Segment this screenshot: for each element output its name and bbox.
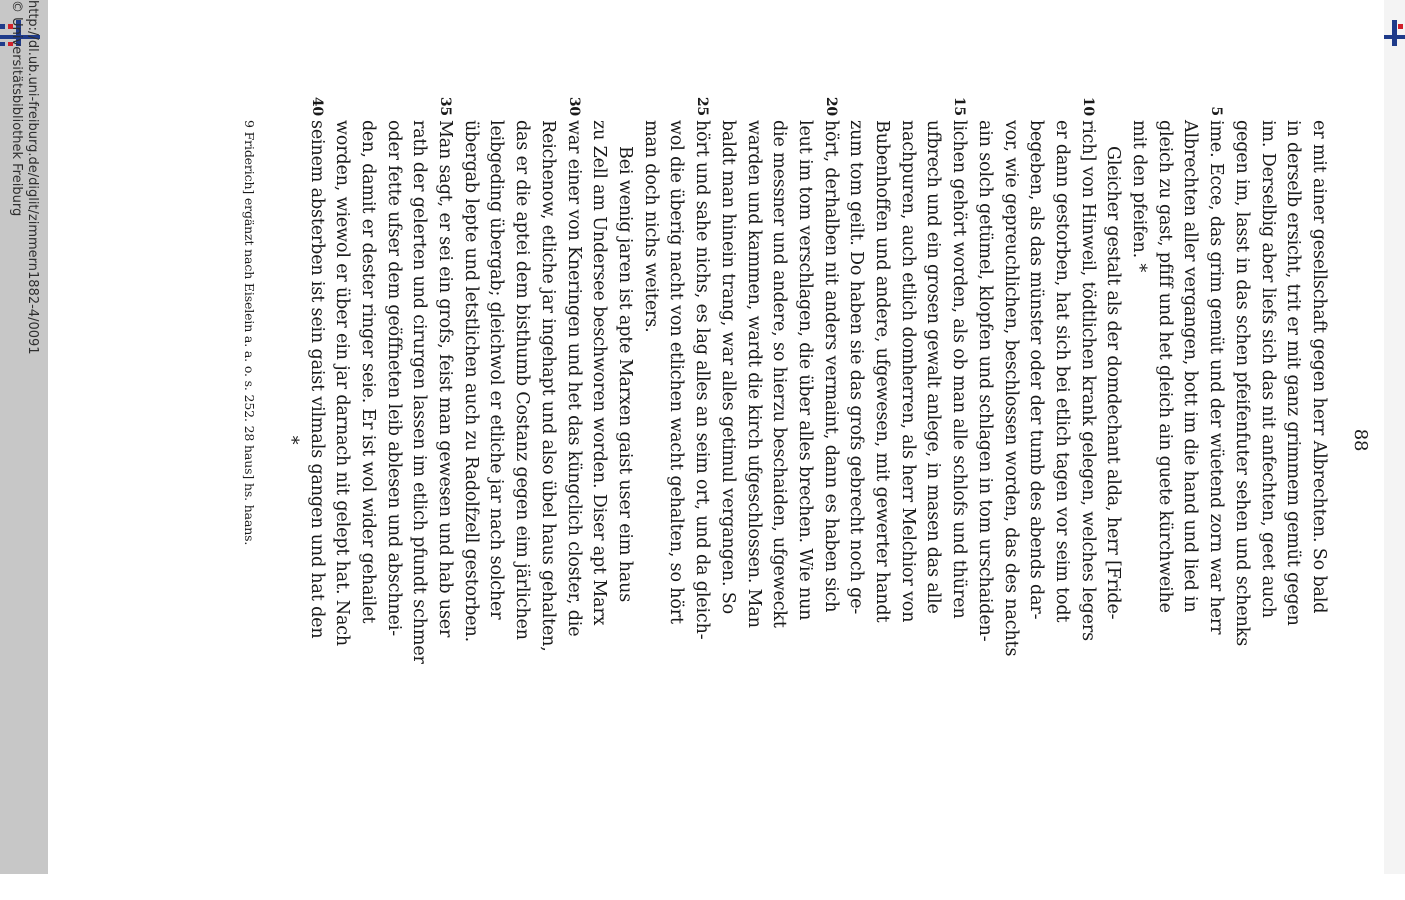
text-line xyxy=(868,120,894,760)
text-line xyxy=(431,96,457,760)
copyright-label: © Universitätsbibliothek Freiburg xyxy=(9,0,24,217)
text-line xyxy=(380,120,406,760)
line-text: zu Zell am Undersee beschworen worden. Diser apt Marx xyxy=(589,120,610,626)
text-line xyxy=(791,120,817,760)
line-text: die messner und andere, so hierzu beschaiden, ufgeweckt xyxy=(769,120,790,628)
footnote: 9 Friderich] ergänzt nach Eiselein a. a. o. s. 252. 28 haus] hs. haans. xyxy=(242,120,258,546)
line-text: den, damit er dester ringer seie. Er ist wol wider gehailet xyxy=(357,120,378,624)
text-line xyxy=(1202,106,1228,760)
line-text: gegen im, lasst in das schen pfeifenfuter sehen und schenks xyxy=(1231,120,1252,647)
text-line xyxy=(637,120,663,760)
line-text: vor, wie gepreuchlichen, beschlossen worden, das des nachts xyxy=(1000,120,1021,657)
text-line xyxy=(329,120,355,760)
text-line xyxy=(1151,120,1177,760)
line-text: Bubenhoffen und andere, ufgewesen, mit gewerter handt xyxy=(872,120,893,623)
line-text: Bei wenig jaren ist apte Marxen gaist user eim haus xyxy=(615,146,636,603)
scanned-page xyxy=(48,0,1384,874)
text-line xyxy=(1048,120,1074,760)
text-line xyxy=(843,120,869,760)
line-text: war einer von Kneringen und het das küngclich closter, die xyxy=(563,120,584,637)
line-text: er dann gestorben, hat sich bei etlich tagen vor seim todt xyxy=(1051,120,1072,623)
text-block xyxy=(303,96,1331,760)
text-line xyxy=(688,96,714,760)
line-text: leibgeding übergab; gleichwol er etliche jar nach solcher xyxy=(486,120,507,620)
line-text: Man sagt, er sei ein grofs, feist man gewesen und hab user xyxy=(435,120,456,638)
text-line xyxy=(740,120,766,760)
text-line xyxy=(406,120,432,760)
line-number: 10 xyxy=(1079,96,1096,116)
line-text: er mit ainer gesellschaft gegen herr Albrechten. So bald xyxy=(1309,120,1329,614)
line-text: man doch nichs weiters. xyxy=(640,120,661,333)
text-line xyxy=(1125,120,1151,760)
line-text: warden und kammen, wardt die kirch ufgeschlossen. Man xyxy=(743,120,764,628)
text-line xyxy=(1305,120,1331,760)
text-line xyxy=(945,96,971,760)
line-text: seinem absterben ist sein gaist vilmals gangen und hat den xyxy=(306,120,327,639)
page-number: 88 xyxy=(1350,428,1371,452)
line-text: ime. Ecce, das grim gemüt und der wüetend zorn war herr xyxy=(1206,120,1227,635)
line-number: 5 xyxy=(1208,106,1225,116)
line-text: begeben, als das münster oder der tumb des abends dar- xyxy=(1026,120,1047,620)
text-line xyxy=(354,120,380,760)
line-number: 25 xyxy=(694,96,711,116)
line-text: Albrechten aller vergangen, bott im die hand und lied in xyxy=(1180,120,1201,613)
line-text: gleich zu gast, pfiff und het gleich ain guete kürchweihe xyxy=(1154,120,1175,613)
text-line xyxy=(997,120,1023,760)
line-text: das er die aptei dem bisthumb Costanz gegen eim järlichen xyxy=(512,120,533,640)
text-line xyxy=(1074,96,1100,760)
text-line xyxy=(1100,120,1126,760)
section-star: * xyxy=(280,435,301,445)
text-line xyxy=(663,120,689,760)
line-text: lichen gehört worden, als ob man alle schlofs und thüren xyxy=(949,120,970,619)
text-line xyxy=(534,120,560,760)
line-text: ain solch getümel, klopfen und schlagen in tom urschaiden- xyxy=(974,120,995,642)
text-line xyxy=(611,120,637,760)
text-line xyxy=(457,120,483,760)
line-text: nachpuren, auch etlich domherren, als herr Melchior von xyxy=(897,120,918,623)
text-line xyxy=(586,120,612,760)
page-content-rotated xyxy=(241,96,1373,760)
text-line xyxy=(920,120,946,760)
line-number: 20 xyxy=(822,96,839,116)
line-text: Reichenow, etliche jar ingehapt und also übel haus gehalten, xyxy=(537,120,558,652)
line-text: ufbrech und ein grosen gewalt anlege, in masen das alle xyxy=(923,120,944,614)
text-line xyxy=(1177,120,1203,760)
text-line xyxy=(971,120,997,760)
line-number: 40 xyxy=(308,96,325,116)
line-text: wol die überig nacht von etlichen wacht gehalten, so hört xyxy=(666,120,687,624)
text-line xyxy=(1023,120,1049,760)
text-line xyxy=(714,120,740,760)
line-text: hört und sahe nichs, es lag alles an seim ort, und da gleich- xyxy=(692,120,713,640)
line-text: baldt man hinein trang, war alles getimul vergangen. So xyxy=(717,120,738,615)
line-text: in derselb ersicht, trit er mit ganz grimmem gemüt gegen xyxy=(1283,120,1304,626)
library-logo-icon-right xyxy=(1384,20,1405,56)
line-text: oder fette ufser dem geöffneten leib ablesen und abschnei- xyxy=(383,120,404,636)
text-line xyxy=(509,120,535,760)
text-line xyxy=(483,120,509,760)
line-text: rath der gelerten und cirurgen lassen im etlich pfundt schmer xyxy=(409,120,430,664)
line-text: Gleicher gestalt als der domdechant alda, herr [Fride- xyxy=(1103,146,1124,620)
text-line xyxy=(1254,120,1280,760)
line-text: übergab lepte und letstlichen auch zu Radolfzell gestorben. xyxy=(460,120,481,643)
text-line xyxy=(766,120,792,760)
text-line xyxy=(1228,120,1254,760)
text-line xyxy=(894,120,920,760)
line-number: 30 xyxy=(565,96,582,116)
text-line xyxy=(1280,120,1306,760)
text-line xyxy=(303,96,329,760)
line-number: 15 xyxy=(951,96,968,116)
line-number: 35 xyxy=(437,96,454,116)
line-text: leut im tom verschlagen, die über alles brechen. Wie nun xyxy=(794,120,815,621)
line-text: worden, wiewol er über ein jar darnach nit gelept hat. Nach xyxy=(332,120,353,647)
text-line xyxy=(560,96,586,760)
line-text: im. Derselbig aber liefs sich das nit anfechten, geet auch xyxy=(1257,120,1278,618)
viewer-url-strip xyxy=(0,0,48,874)
line-text: rich] von Hinweil, tödtlichen krank gelegen, welches legers xyxy=(1077,120,1098,641)
line-text: zum tom geilt. Do haben sie das grofs gebrecht noch ge- xyxy=(846,120,867,615)
line-text: mit den pfeifen. * xyxy=(1129,120,1150,273)
line-text: hört, derhalben nit anders vermaint, dann es haben sich xyxy=(820,120,841,613)
text-line xyxy=(817,96,843,760)
right-margin xyxy=(1384,0,1405,874)
page-url-link[interactable]: http://dl.ub.uni-freiburg.de/diglit/zimmern1882-4/0091 xyxy=(25,0,40,355)
url-label-group xyxy=(8,0,40,900)
